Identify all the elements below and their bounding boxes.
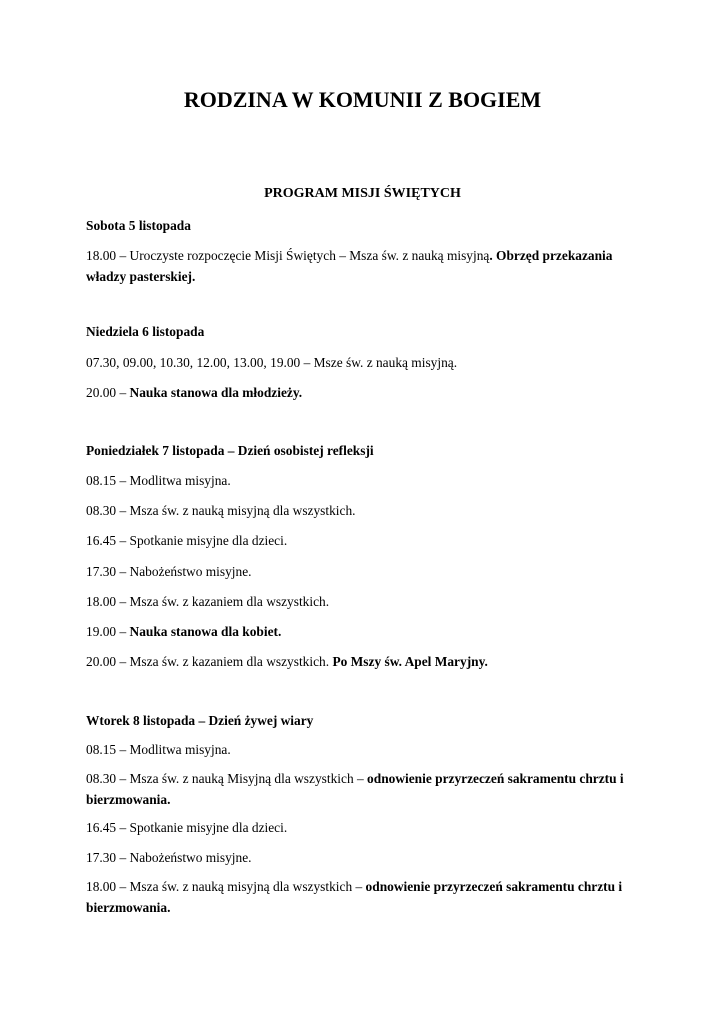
schedule-entry: 20.00 – Nauka stanowa dla młodzieży. [86, 385, 303, 400]
schedule-entry: 17.30 – Nabożeństwo misyjne. [86, 850, 252, 865]
schedule-entry: 18.00 – Uroczyste rozpoczęcie Misji Świętych – Msza św. z nauką misyjną. Obrzęd przekazania władzy pasterskiej. [86, 248, 613, 284]
schedule-entry: 18.00 – Msza św. z nauką misyjną dla wszystkich – odnowienie przyrzeczeń sakramentu chrztu i bierzmowania. [86, 879, 623, 915]
schedule-entry: 16.45 – Spotkanie misyjne dla dzieci. [86, 820, 288, 835]
day-heading-tuesday: Wtorek 8 listopada – Dzień żywej wiary [86, 713, 314, 728]
day-heading-monday: Poniedziałek 7 listopada – Dzień osobistej refleksji [86, 443, 374, 458]
schedule-entry: 19.00 – Nauka stanowa dla kobiet. [86, 624, 282, 639]
schedule-entry: 08.30 – Msza św. z nauką Misyjną dla wszystkich – odnowienie przyrzeczeń sakramentu chrztu i bierzmowania. [86, 771, 624, 807]
schedule-entry: 08.15 – Modlitwa misyjna. [86, 473, 231, 488]
schedule-entry: 17.30 – Nabożeństwo misyjne. [86, 564, 252, 579]
program-subtitle: PROGRAM MISJI ŚWIĘTYCH [264, 186, 461, 201]
day-heading-sunday: Niedziela 6 listopada [86, 324, 205, 339]
day-heading-saturday: Sobota 5 listopada [86, 218, 191, 233]
schedule-entry: 08.15 – Modlitwa misyjna. [86, 742, 231, 757]
schedule-entry: 07.30, 09.00, 10.30, 12.00, 13.00, 19.00 – Msze św. z nauką misyjną. [86, 355, 458, 370]
schedule-entry: 16.45 – Spotkanie misyjne dla dzieci. [86, 533, 288, 548]
document-title: RODZINA W KOMUNII Z BOGIEM [183, 87, 542, 112]
schedule-entry: 20.00 – Msza św. z kazaniem dla wszystkich. Po Mszy św. Apel Maryjny. [86, 654, 488, 669]
schedule-entry: 08.30 – Msza św. z nauką misyjną dla wszystkich. [86, 503, 356, 518]
schedule-entry: 18.00 – Msza św. z kazaniem dla wszystkich. [86, 594, 330, 609]
